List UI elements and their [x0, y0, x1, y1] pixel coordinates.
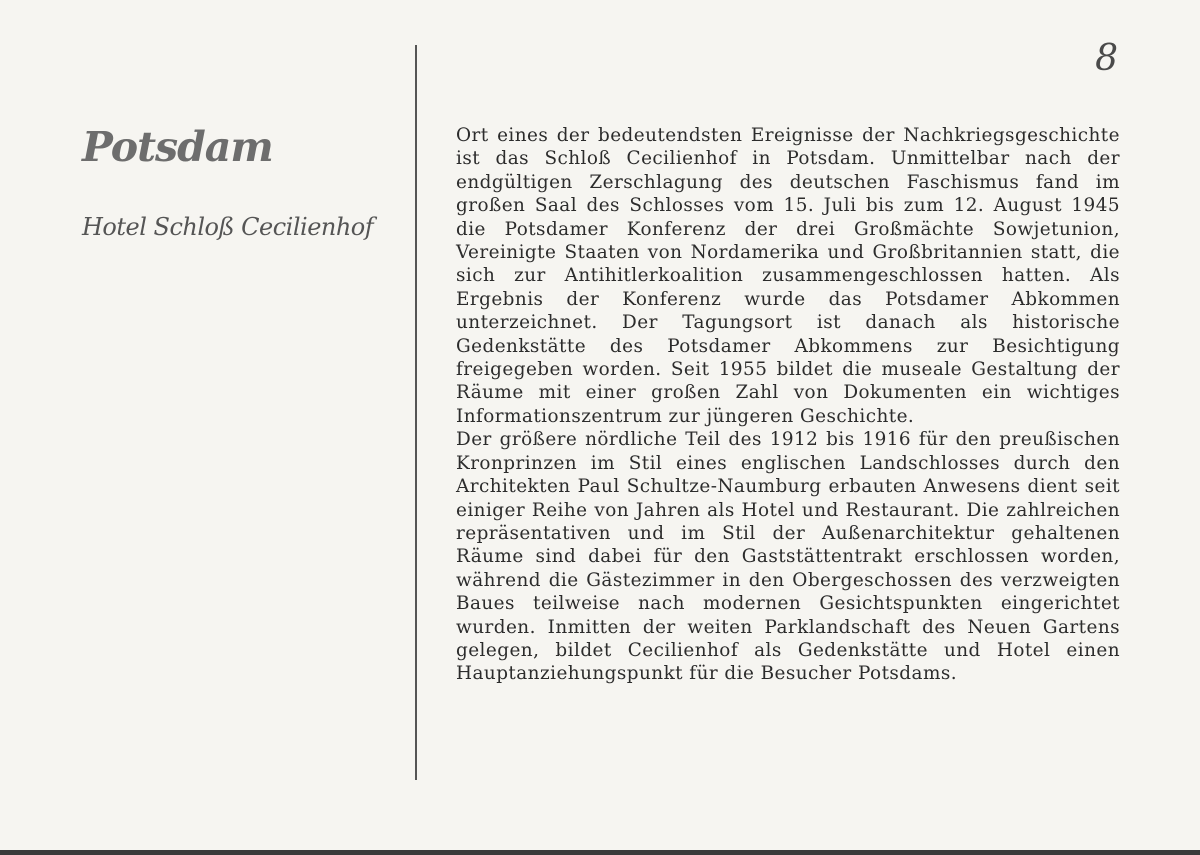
card-bottom-edge — [0, 850, 1200, 855]
page-title: Potsdam — [82, 123, 273, 171]
description-paragraph-1: Ort eines der bedeutendsten Ereignisse der Nachkriegsgeschichte ist das Schloß Cecilienhof in Potsdam. Unmittelbar nach der endgültigen Zerschlagung des deutschen Faschismus fand im großen Saal des Schlosses vom 15. Juli bis zum 12. August 1945 die Potsdamer Konferenz der drei Großmächte Sowjetunion, Vereinigte Staaten von Nordamerika und Großbritannien statt, die sich zur Antihitlerkoalition zusammengeschlossen hatten. Als Ergebnis der Konferenz wurde das Potsdamer Abkommen unterzeichnet. Der Tagungsort ist danach als historische Gedenkstätte des Potsdamer Abkommens zur Besichtigung freigegeben worden. Seit 1955 bildet die museale Gestaltung der Räume mit einer großen Zahl von Dokumenten ein wichtiges Informationszentrum zur jüngeren Geschichte. — [456, 125, 1120, 427]
description-text — [456, 124, 1120, 686]
description-paragraph-2: Der größere nördliche Teil des 1912 bis 1916 für den preußischen Kronprinzen im Stil eines englischen Landschlosses durch den Architekten Paul Schultze-Naumburg erbauten Anwesens dient seit einiger Reihe von Jahren als Hotel und Restaurant. Die zahlreichen repräsentativen und im Stil der Außenarchitektur gehaltenen Räume sind dabei für den Gaststättentrakt erschlossen worden, während die Gästezimmer in den Obergeschossen des verzweigten Baues teilweise nach modernen Gesichtspunkten eingerichtet wurden. Inmitten der weiten Parklandschaft des Neuen Gartens gelegen, bildet Cecilienhof als Gedenkstätte und Hotel einen Hauptanziehungspunkt für die Besucher Potsdams. — [456, 429, 1120, 685]
page-number: 8 — [1095, 38, 1118, 79]
vertical-divider — [415, 45, 417, 780]
page-subtitle: Hotel Schloß Cecilienhof — [82, 213, 374, 241]
